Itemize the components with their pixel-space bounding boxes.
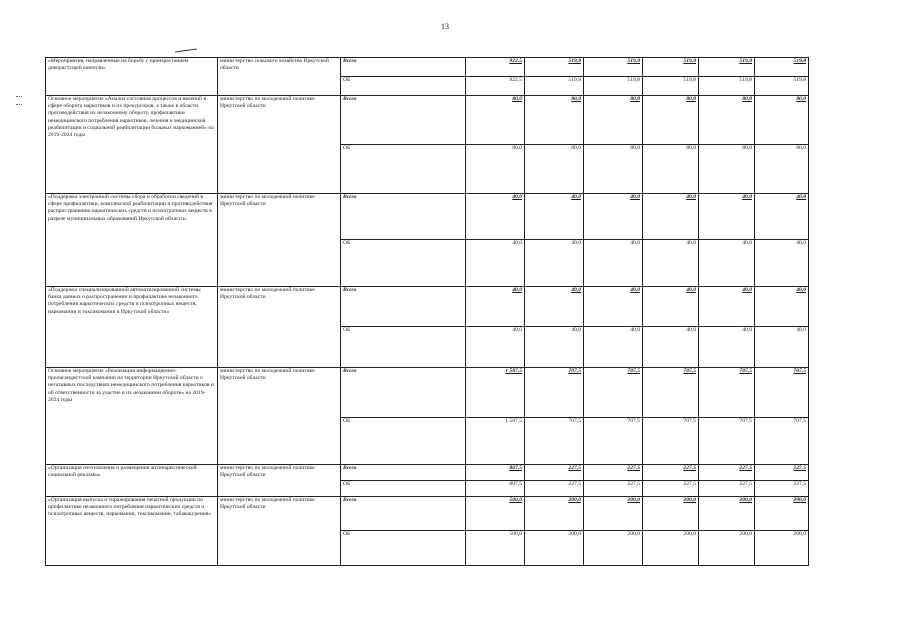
total-value: 40,0 [584, 287, 643, 327]
total-value: 80,0 [755, 96, 809, 145]
ob-value: 200,0 [584, 531, 643, 566]
total-value: 40,0 [525, 287, 584, 327]
ob-value: 519,8 [755, 77, 809, 96]
ob-value: 519,8 [525, 77, 584, 96]
total-value: 200,0 [525, 497, 584, 531]
total-value: 1 587,5 [466, 368, 525, 418]
ob-value: 227,5 [699, 481, 755, 497]
ob-value: 227,5 [525, 481, 584, 497]
executor: министерство по молодежной политике Иркутской области [218, 368, 341, 465]
total-value: 227,5 [525, 465, 584, 481]
total-value: 227,5 [643, 465, 699, 481]
activity-name: «Организация выпуска и тиражирования печатной продукции по профилактике незаконного потребления наркотических средств и психотропных веществ, наркомании, токсикомании, табакокурения» [46, 497, 218, 566]
ob-value: 200,0 [699, 531, 755, 566]
ob-value: 707,5 [699, 418, 755, 465]
activity-name: Основное мероприятие «Реализация информационно-пропагандистской кампании на территории Иркутской области о негативных последствиях немедицинского потребления наркотиков и об ответственности за участие в их незаконном обороте» на 2019-2024 годы [46, 368, 218, 465]
pen-mark [175, 48, 197, 52]
source-total-label: Всего [341, 194, 466, 240]
source-ob-label: ОБ [341, 481, 466, 497]
table-row [46, 194, 809, 240]
total-value: 227,5 [699, 465, 755, 481]
ob-value: 40,0 [466, 240, 525, 287]
ob-value: 40,0 [584, 240, 643, 287]
total-value: 40,0 [643, 194, 699, 240]
ob-value: 80,0 [525, 145, 584, 194]
ob-value: 519,8 [643, 77, 699, 96]
ob-value: 200,0 [755, 531, 809, 566]
total-value: 519,8 [525, 58, 584, 77]
total-value: 707,5 [584, 368, 643, 418]
total-value: 40,0 [525, 194, 584, 240]
activity-name: Основное мероприятие «Анализ состояния процессов и явлений в сфере оборота наркотиков и их прекурсоров, а также в области противодействия их незаконному обороту, профилактики немедицинского потребления наркотиков, лечения и медицинской реабилитации и социальной реабилитации больных наркоманией» на 2019-2024 годы [46, 96, 218, 194]
total-value: 200,0 [584, 497, 643, 531]
total-value: 500,0 [466, 497, 525, 531]
total-value: 80,0 [643, 96, 699, 145]
ob-value: 40,0 [755, 240, 809, 287]
ob-value: 1 587,5 [466, 418, 525, 465]
ob-value: 200,0 [525, 531, 584, 566]
margin-mark [16, 96, 22, 97]
total-value: 200,0 [755, 497, 809, 531]
total-value: 40,0 [699, 287, 755, 327]
total-value: 200,0 [699, 497, 755, 531]
source-total-label: Всего [341, 287, 466, 327]
source-ob-label: ОБ [341, 77, 466, 96]
ob-value: 519,8 [699, 77, 755, 96]
total-value: 40,0 [643, 287, 699, 327]
ob-value: 40,0 [643, 327, 699, 368]
total-value: 40,0 [466, 287, 525, 327]
ob-value: 40,0 [525, 240, 584, 287]
budget-table [45, 57, 809, 566]
ob-value: 227,5 [584, 481, 643, 497]
total-value: 40,0 [755, 194, 809, 240]
ob-value: 80,0 [755, 145, 809, 194]
total-value: 922,5 [466, 58, 525, 77]
source-ob-label: ОБ [341, 327, 466, 368]
ob-value: 519,8 [584, 77, 643, 96]
ob-value: 40,0 [699, 327, 755, 368]
table-row [46, 497, 809, 531]
source-total-label: Всего [341, 368, 466, 418]
total-value: 40,0 [584, 194, 643, 240]
ob-value: 80,0 [643, 145, 699, 194]
ob-value: 40,0 [643, 240, 699, 287]
table-body [46, 58, 809, 566]
total-value: 707,5 [755, 368, 809, 418]
total-value: 80,0 [699, 96, 755, 145]
ob-value: 200,0 [643, 531, 699, 566]
total-value: 519,8 [643, 58, 699, 77]
total-value: 40,0 [466, 194, 525, 240]
source-ob-label: ОБ [341, 240, 466, 287]
source-ob-label: ОБ [341, 418, 466, 465]
executor: министерство сельского хозяйства Иркутской области [218, 58, 341, 96]
activity-name: «Поддержка электронной системы сбора и обработки сведений в сфере профилактики, комплексной реабилитации и противодействия распространению наркотических средств и психотропных веществ в разрезе муниципальных образований Иркутской области» [46, 194, 218, 287]
ob-value: 40,0 [466, 327, 525, 368]
activity-name: «Поддержка специализированной автоматизированной системы банка данных о распространении и профилактике незаконного потребления наркотических средств и психотропных веществ, наркомании и токсикомании в Иркутской области» [46, 287, 218, 368]
activity-name: «Организация изготовления и размещения антинаркотической социальной рекламы» [46, 465, 218, 497]
total-value: 807,5 [466, 465, 525, 481]
total-value: 40,0 [699, 194, 755, 240]
source-ob-label: ОБ [341, 145, 466, 194]
table-row [46, 287, 809, 327]
table-row [46, 96, 809, 145]
source-total-label: Всего [341, 497, 466, 531]
ob-value: 40,0 [525, 327, 584, 368]
ob-value: 227,5 [755, 481, 809, 497]
source-total-label: Всего [341, 96, 466, 145]
executor: министерство по молодежной политике Иркутской области [218, 287, 341, 368]
ob-value: 40,0 [755, 327, 809, 368]
total-value: 80,0 [584, 96, 643, 145]
ob-value: 707,5 [525, 418, 584, 465]
ob-value: 80,0 [699, 145, 755, 194]
total-value: 40,0 [755, 287, 809, 327]
total-value: 80,0 [525, 96, 584, 145]
total-value: 519,8 [584, 58, 643, 77]
total-value: 200,0 [643, 497, 699, 531]
table-row [46, 58, 809, 77]
total-value: 519,8 [755, 58, 809, 77]
total-value: 519,8 [699, 58, 755, 77]
ob-value: 707,5 [755, 418, 809, 465]
page-number: 13 [441, 22, 449, 31]
ob-value: 707,5 [643, 418, 699, 465]
ob-value: 500,0 [466, 531, 525, 566]
table-row [46, 465, 809, 481]
executor: министерство по молодежной политике Иркутской области [218, 194, 341, 287]
total-value: 707,5 [525, 368, 584, 418]
ob-value: 707,5 [584, 418, 643, 465]
margin-mark [16, 104, 22, 105]
ob-value: 227,5 [643, 481, 699, 497]
table-row [46, 368, 809, 418]
source-ob-label: ОБ [341, 531, 466, 566]
total-value: 707,5 [643, 368, 699, 418]
executor: министерство по молодежной политике Иркутской области [218, 497, 341, 566]
ob-value: 80,0 [466, 145, 525, 194]
total-value: 80,0 [466, 96, 525, 145]
source-total-label: Всего [341, 58, 466, 77]
source-total-label: Всего [341, 465, 466, 481]
ob-value: 807,5 [466, 481, 525, 497]
ob-value: 80,0 [584, 145, 643, 194]
total-value: 227,5 [755, 465, 809, 481]
executor: министерство по молодежной политике Иркутской области [218, 465, 341, 497]
ob-value: 40,0 [584, 327, 643, 368]
ob-value: 922,5 [466, 77, 525, 96]
total-value: 707,5 [699, 368, 755, 418]
activity-name: «Мероприятия, направленные на борьбу с произрастанием дикорастущей конопли» [46, 58, 218, 96]
total-value: 227,5 [584, 465, 643, 481]
executor: министерство по молодежной политике Иркутской области [218, 96, 341, 194]
ob-value: 40,0 [699, 240, 755, 287]
